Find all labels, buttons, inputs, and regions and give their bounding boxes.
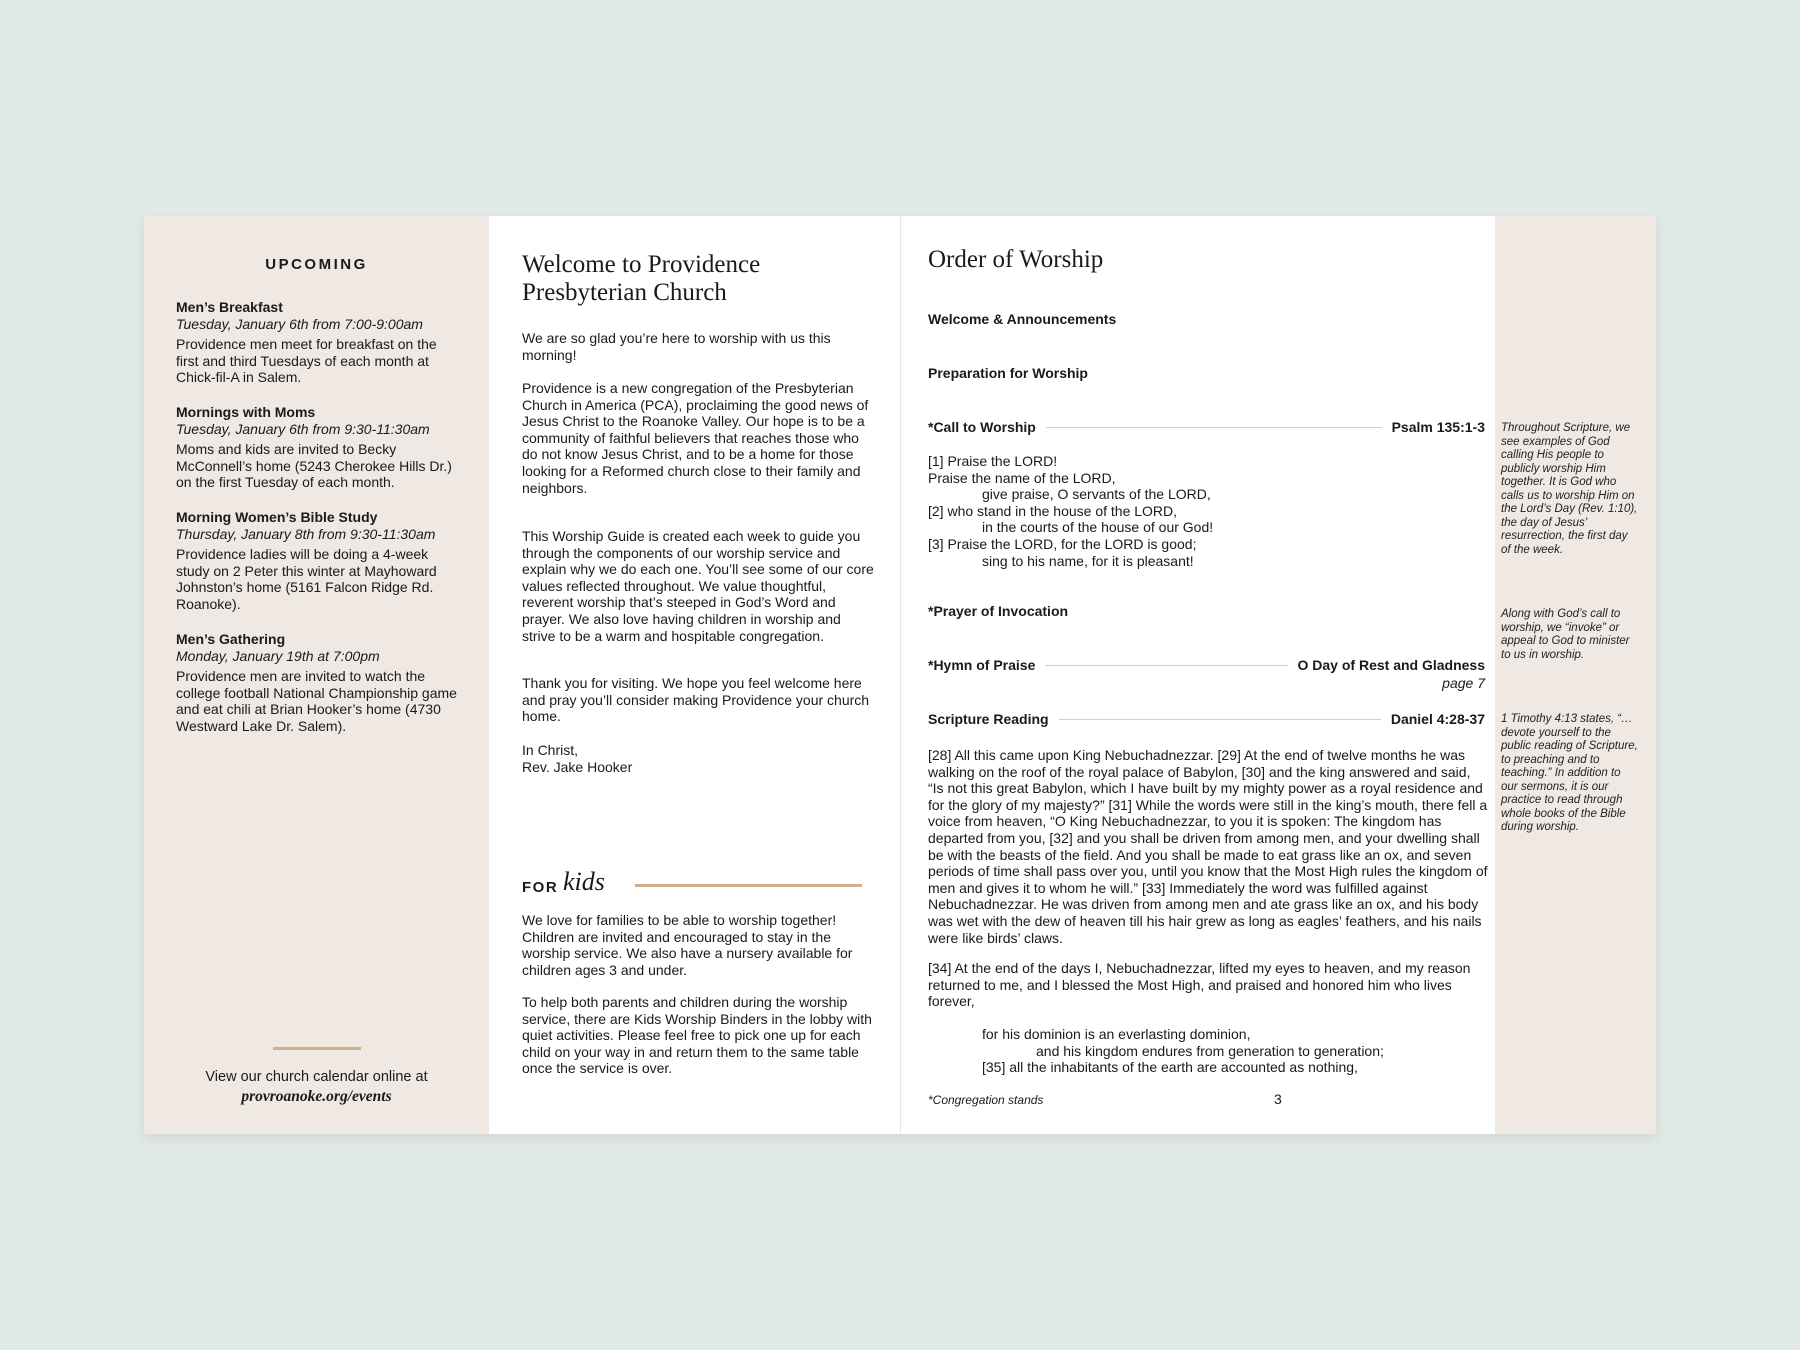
- leader-rule: [1046, 427, 1382, 428]
- signoff-line: In Christ,: [522, 742, 579, 758]
- signoff-name: Rev. Jake Hooker: [522, 758, 633, 775]
- verse-line: sing to his name, for it is pleasant!: [982, 552, 1194, 569]
- verse-line: give praise, O servants of the LORD,: [982, 486, 1211, 503]
- prayer-of-invocation-item: *Prayer of Invocation: [928, 603, 1069, 619]
- leader-rule: [1045, 665, 1287, 666]
- verse-line: [1] Praise the LORD!: [928, 453, 1058, 469]
- event-desc: Providence men are invited to watch the college football National Championship game and eat chili at Brian Hooker’s home (4730 Westward Lake Dr. Salem).: [176, 668, 457, 734]
- scripture-reading-row: [928, 709, 1485, 729]
- call-to-worship-note: Throughout Scripture, we see examples of God calling His people to publicly worship Him together. It is God who calls us to worship Him on the Lord’s Day (Rev. 1:10), the day of Jesus’ resurrection, the first day of the week.: [1501, 422, 1638, 556]
- welcome-title-line: Presbyterian Church: [522, 279, 727, 306]
- welcome-announcements-item: Welcome & Announcements: [928, 311, 1117, 327]
- worship-guide-spread: [144, 216, 1656, 1134]
- event-mens-gathering: [176, 631, 461, 734]
- welcome-title-line: Welcome to Providence: [522, 251, 761, 278]
- order-of-worship-panel: [900, 216, 1496, 1134]
- event-mens-breakfast: [176, 299, 461, 386]
- event-title: Morning Women’s Bible Study: [176, 509, 378, 525]
- hymn-row: [928, 655, 1485, 675]
- welcome-paragraph: Thank you for visiting. We hope you feel welcome here and pray you’ll consider making Providence your church home.: [522, 675, 870, 725]
- hymn-page: page 7: [1442, 675, 1485, 691]
- congregation-stands-note: *Congregation stands: [928, 1093, 1044, 1107]
- welcome-panel: [489, 216, 900, 1134]
- event-when: Tuesday, January 6th from 7:00-9:00am: [176, 315, 423, 332]
- verse-line: in the courts of the house of our God!: [982, 519, 1214, 536]
- upcoming-panel: [144, 216, 489, 1134]
- signoff: [522, 742, 874, 775]
- scripture-ref: Daniel 4:28-37: [1390, 711, 1485, 727]
- event-title: Men’s Gathering: [176, 631, 286, 647]
- call-to-worship-label: *Call to Worship: [928, 419, 1036, 435]
- scripture-poetry: [928, 1026, 1488, 1076]
- verse-line: [2] who stand in the house of the LORD,: [928, 502, 1178, 519]
- call-to-worship-row: [928, 417, 1485, 437]
- call-to-worship-ref: Psalm 135:1-3: [1391, 419, 1485, 435]
- scripture-note: 1 Timothy 4:13 states, “…devote yourself to the public reading of Scripture, to preaching and to teaching.” In addition to our sermons, it is our practice to read through whole books of the Bible during worship.: [1501, 713, 1638, 833]
- event-mornings-with-moms: [176, 404, 461, 491]
- for-label: FOR: [522, 879, 559, 896]
- verse-line: [3] Praise the LORD, for the LORD is good;: [928, 535, 1197, 552]
- welcome-paragraph: We are so glad you’re here to worship with us this morning!: [522, 330, 831, 363]
- event-title: Men’s Breakfast: [176, 299, 283, 315]
- kids-label: kids: [563, 867, 605, 896]
- hymn-label: *Hymn of Praise: [928, 657, 1036, 673]
- event-when: Thursday, January 8th from 9:30-11:30am: [176, 525, 436, 542]
- event-when: Tuesday, January 6th from 9:30-11:30am: [176, 420, 430, 437]
- welcome-paragraph: This Worship Guide is created each week to guide you through the components of our worship service and explain why we do each one. You’ll see some of our core values reflected throughout. We value thoughtful, reverent worship that’s steeped in God’s Word and prayer. We also love having children in worship and strive to be a warm and hospitable congregation.: [522, 528, 874, 644]
- verse-line: and his kingdom endures from generation to generation;: [1036, 1042, 1384, 1059]
- sidebar-notes-panel: [1495, 216, 1656, 1134]
- calendar-text: View our church calendar online at: [205, 1069, 428, 1085]
- event-desc: Moms and kids are invited to Becky McConnell’s home (5243 Cherokee Hills Dr.) on the first Tuesday of each month.: [176, 441, 452, 490]
- page-number: 3: [1274, 1091, 1282, 1107]
- event-desc: Providence men meet for breakfast on the first and third Tuesdays of each month at Chick-fil-A in Salem.: [176, 336, 437, 385]
- verse-line: [35] all the inhabitants of the earth are accounted as nothing,: [982, 1059, 1358, 1076]
- heading-rule: [635, 884, 862, 887]
- order-title: Order of Worship: [928, 246, 1104, 273]
- leader-rule: [1059, 719, 1381, 720]
- kids-paragraph: To help both parents and children during the worship service, there are Kids Worship Binders in the lobby with quiet activities. Please feel free to pick one up for each child on your way in and return them to the same table once the service is over.: [522, 994, 872, 1077]
- event-title: Mornings with Moms: [176, 404, 316, 420]
- scripture-paragraph: [28] All this came upon King Nebuchadnezzar. [29] At the end of twelve months he was walking on the roof of the royal palace of Babylon, [30] and the king answered and said, “Is not this great Babylon, which I have built by my mighty power as a royal residence and for the glory of my majesty?” [31] While the words were still in the king’s mouth, there fell a voice from heaven, “O King Nebuchadnezzar, to you it is spoken: The kingdom has departed from you, [32] and you shall be driven from among men, and your dwelling shall be with the beasts of the field. And you shall be made to eat grass like an ox, and seven periods of time shall pass over you, until you know that the Most High rules the kingdom of men and gives it to whom he will.” [33] Immediately the word was fulfilled against Nebuchadnezzar. He was driven from among men and ate grass like an ox, and his body was wet with the dew of heaven till his hair grew as long as eagles’ feathers, and his nails were like birds’ claws.: [928, 747, 1488, 946]
- calendar-link[interactable]: provroanoke.org/events: [241, 1088, 392, 1105]
- psalm-text: [928, 453, 1488, 569]
- event-womens-bible-study: [176, 509, 461, 612]
- welcome-title: [522, 251, 882, 307]
- scripture-label: Scripture Reading: [928, 711, 1049, 727]
- upcoming-heading: UPCOMING: [265, 256, 368, 273]
- scripture-paragraph: [34] At the end of the days I, Nebuchadnezzar, lifted my eyes to heaven, and my reason returned to me, and I blessed the Most High, and praised and honored him who lives forever,: [928, 960, 1471, 1010]
- hymn-title: O Day of Rest and Gladness: [1297, 657, 1485, 673]
- welcome-paragraph: Providence is a new congregation of the Presbyterian Church in America (PCA), proclaiming the good news of Jesus Christ to the Roanoke Valley. Our hope is to be a community of faithful believers that reaches those who do not know Jesus Christ, and to be a home for those looking for a Reformed church close to their family and neighbors.: [522, 380, 869, 496]
- preparation-item: Preparation for Worship: [928, 365, 1088, 381]
- for-kids-heading: [522, 869, 862, 899]
- event-desc: Providence ladies will be doing a 4-week study on 2 Peter this winter at Mayhoward Johnston’s home (5161 Falcon Ridge Rd. Roanoke).: [176, 546, 437, 612]
- event-when: Monday, January 19th at 7:00pm: [176, 647, 380, 664]
- kids-paragraph: We love for families to be able to worship together! Children are invited and encouraged to stay in the worship service. We also have a nursery available for children ages 3 and under.: [522, 912, 853, 978]
- divider: [273, 1047, 361, 1050]
- verse-line: Praise the name of the LORD,: [928, 469, 1116, 486]
- invocation-note: Along with God’s call to worship, we “invoke” or appeal to God to minister to us in worship.: [1501, 608, 1630, 661]
- verse-line: for his dominion is an everlasting dominion,: [982, 1026, 1251, 1042]
